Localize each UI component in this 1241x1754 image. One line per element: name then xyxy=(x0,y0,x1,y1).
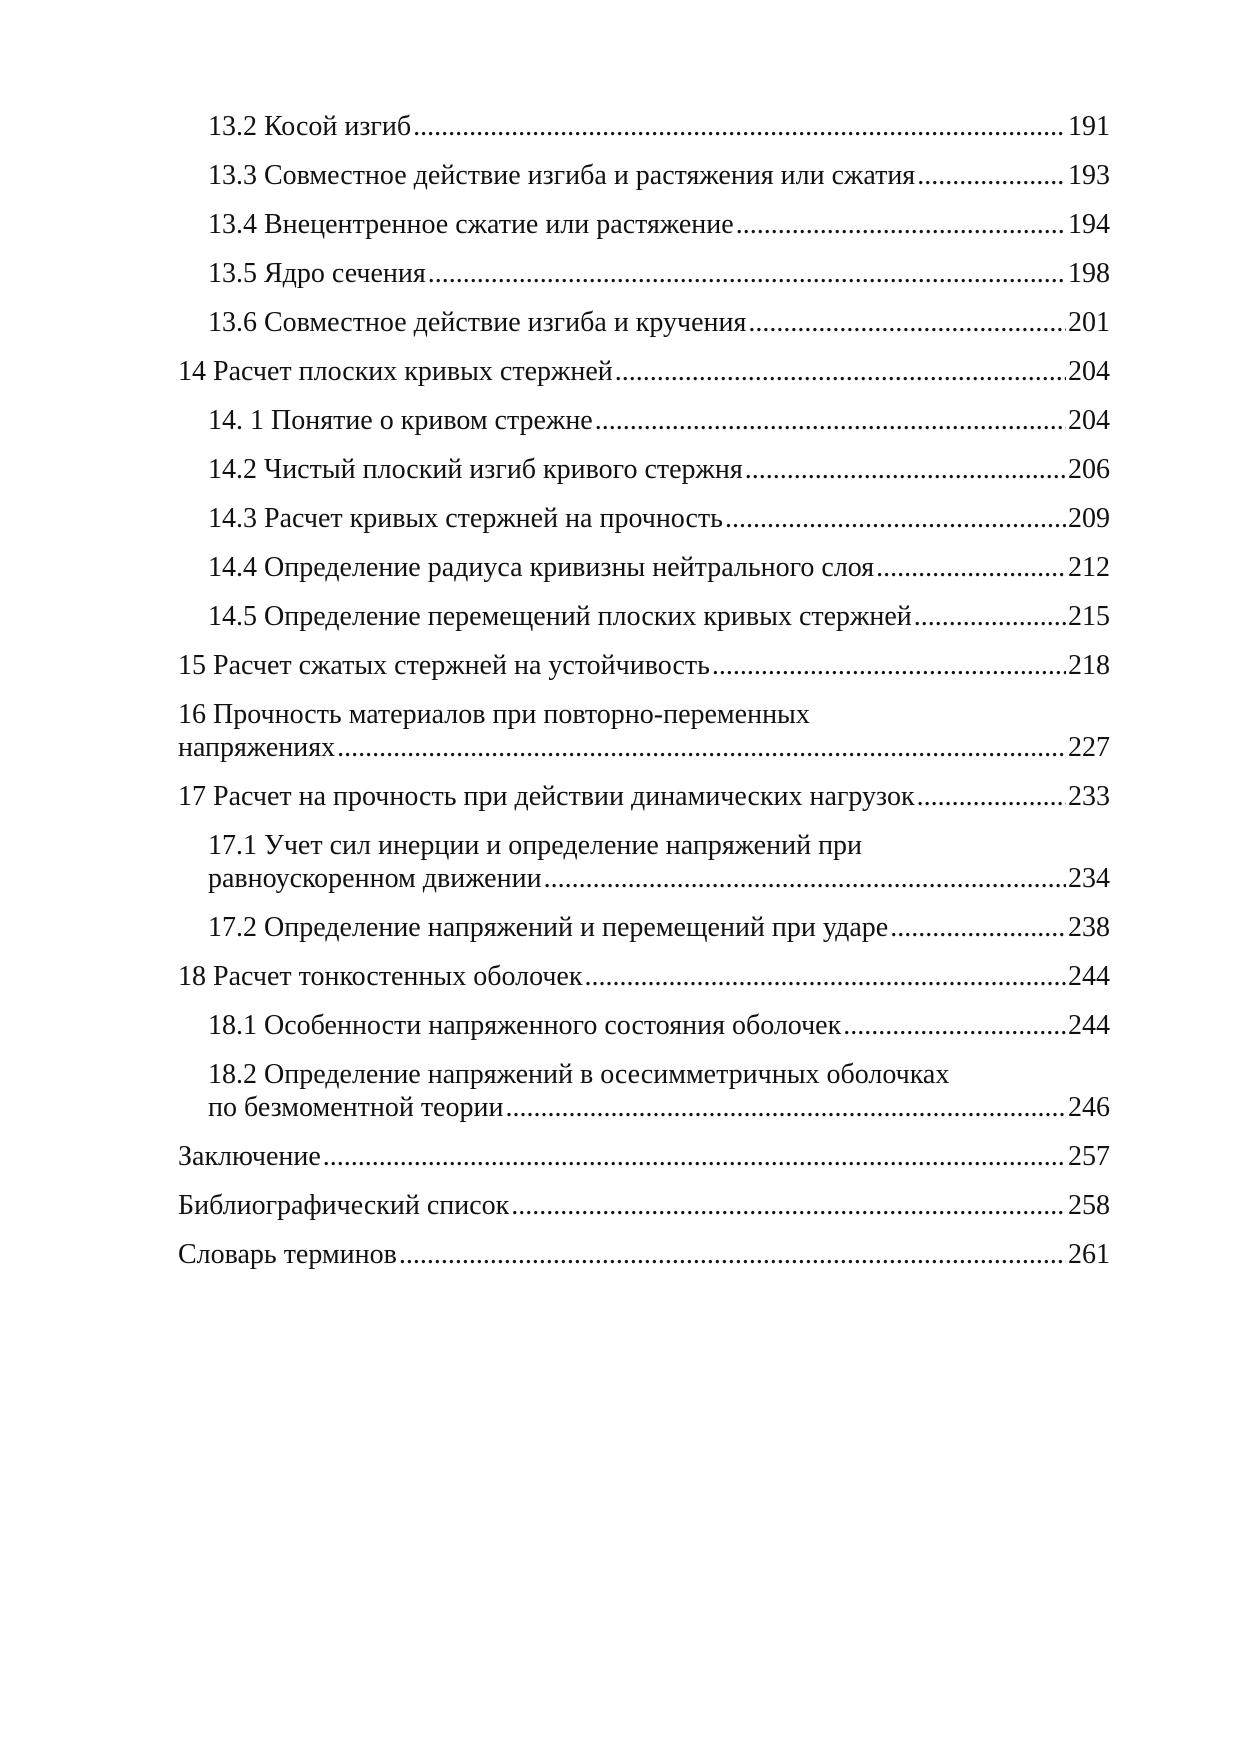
toc-entry-page: 238 xyxy=(1068,912,1110,943)
dot-leader xyxy=(615,355,1066,388)
dot-leader xyxy=(745,453,1066,486)
dot-leader xyxy=(876,551,1066,584)
dot-leader xyxy=(748,306,1066,339)
toc-entry-title: 14.3 Расчет кривых стержней на прочность xyxy=(208,503,723,534)
toc-entry-13-4[interactable] xyxy=(178,208,1110,241)
dot-leader xyxy=(917,159,1066,192)
toc-entry-page: 206 xyxy=(1068,454,1110,485)
toc-entry-14-5[interactable] xyxy=(178,600,1110,633)
dot-leader xyxy=(544,862,1066,895)
toc-entry-page: 212 xyxy=(1068,552,1110,583)
dot-leader xyxy=(914,600,1066,633)
toc-entry-14-1[interactable] xyxy=(178,404,1110,437)
toc-entry-title-line2: напряжениях xyxy=(178,732,336,763)
toc-entry-title: 17.2 Определение напряжений и перемещений при ударе xyxy=(208,912,889,943)
table-of-contents xyxy=(178,110,1110,1271)
toc-entry-17[interactable] xyxy=(178,780,1110,813)
toc-entry-18-1[interactable] xyxy=(178,1009,1110,1042)
dot-leader xyxy=(595,404,1066,437)
toc-entry-title: 13.3 Совместное действие изгиба и растяжения или сжатия xyxy=(208,160,916,191)
toc-entry-title: 14.4 Определение радиуса кривизны нейтрального слоя xyxy=(208,552,875,583)
toc-entry-title: 18.1 Особенности напряженного состояния оболочек xyxy=(208,1010,842,1041)
dot-leader xyxy=(428,257,1066,290)
toc-entry-title: 14. 1 Понятие о кривом стрежне xyxy=(208,405,593,436)
toc-entry-page: 201 xyxy=(1068,307,1110,338)
toc-entry-page: 244 xyxy=(1068,1010,1110,1041)
toc-entry-title: 13.2 Косой изгиб xyxy=(208,111,412,142)
toc-entry-title-line2: равноускоренном движении xyxy=(208,863,542,894)
toc-entry-page: 191 xyxy=(1068,111,1110,142)
dot-leader xyxy=(584,960,1066,993)
toc-entry-page: 215 xyxy=(1068,601,1110,632)
toc-entry-page: 194 xyxy=(1068,209,1110,240)
dot-leader xyxy=(511,1189,1066,1222)
dot-leader xyxy=(725,502,1066,535)
toc-entry-title: 17 Расчет на прочность при действии динамических нагрузок xyxy=(178,781,915,812)
toc-entry-16[interactable] xyxy=(178,698,1110,764)
dot-leader xyxy=(712,649,1066,682)
toc-entry-14-2[interactable] xyxy=(178,453,1110,486)
dot-leader xyxy=(843,1009,1066,1042)
toc-entry-title-line1: 17.1 Учет сил инерции и определение напряжений при xyxy=(208,830,863,861)
toc-entry-page: 204 xyxy=(1068,405,1110,436)
toc-entry-page: 246 xyxy=(1068,1092,1110,1123)
toc-entry-page: 209 xyxy=(1068,503,1110,534)
toc-entry-glossary[interactable] xyxy=(178,1238,1110,1271)
toc-entry-title: 13.5 Ядро сечения xyxy=(208,258,426,289)
toc-entry-17-1[interactable] xyxy=(178,829,1110,895)
toc-entry-title-line1: 18.2 Определение напряжений в осесимметричных оболочках xyxy=(208,1059,950,1090)
toc-entry-title: 14.2 Чистый плоский изгиб кривого стержня xyxy=(208,454,743,485)
toc-entry-title: 18 Расчет тонкостенных оболочек xyxy=(178,961,583,992)
dot-leader xyxy=(890,911,1066,944)
toc-entry-page: 233 xyxy=(1068,781,1110,812)
dot-leader xyxy=(337,731,1066,764)
toc-entry-13-2[interactable] xyxy=(178,110,1110,143)
toc-entry-conclusion[interactable] xyxy=(178,1140,1110,1173)
toc-entry-page: 204 xyxy=(1068,356,1110,387)
toc-entry-18-2[interactable] xyxy=(178,1058,1110,1124)
toc-entry-title: 15 Расчет сжатых стержней на устойчивость xyxy=(178,650,710,681)
toc-entry-title: Библиографический список xyxy=(178,1190,510,1221)
dot-leader xyxy=(399,1238,1066,1271)
toc-entry-page: 227 xyxy=(1068,732,1110,763)
toc-entry-title-line2: по безмоментной теории xyxy=(208,1092,504,1123)
toc-entry-14-4[interactable] xyxy=(178,551,1110,584)
toc-entry-13-5[interactable] xyxy=(178,257,1110,290)
toc-entry-page: 234 xyxy=(1068,863,1110,894)
dot-leader xyxy=(323,1140,1066,1173)
toc-entry-page: 261 xyxy=(1068,1239,1110,1270)
toc-entry-page: 257 xyxy=(1068,1141,1110,1172)
toc-entry-18[interactable] xyxy=(178,960,1110,993)
toc-entry-title: 13.6 Совместное действие изгиба и кручения xyxy=(208,307,747,338)
toc-entry-page: 258 xyxy=(1068,1190,1110,1221)
toc-entry-page: 198 xyxy=(1068,258,1110,289)
toc-entry-13-6[interactable] xyxy=(178,306,1110,339)
toc-entry-15[interactable] xyxy=(178,649,1110,682)
dot-leader xyxy=(736,208,1066,241)
dot-leader xyxy=(413,110,1066,143)
toc-entry-14[interactable] xyxy=(178,355,1110,388)
dot-leader xyxy=(917,780,1066,813)
toc-entry-title: Заключение xyxy=(178,1141,321,1172)
toc-entry-14-3[interactable] xyxy=(178,502,1110,535)
toc-entry-page: 218 xyxy=(1068,650,1110,681)
toc-entry-13-3[interactable] xyxy=(178,159,1110,192)
toc-entry-bibliography[interactable] xyxy=(178,1189,1110,1222)
toc-entry-title-line1: 16 Прочность материалов при повторно-переменных xyxy=(178,699,810,730)
toc-entry-title: 13.4 Внецентренное сжатие или растяжение xyxy=(208,209,734,240)
dot-leader xyxy=(505,1091,1066,1124)
toc-entry-title: 14.5 Определение перемещений плоских кривых стержней xyxy=(208,601,912,632)
toc-entry-title: 14 Расчет плоских кривых стержней xyxy=(178,356,613,387)
toc-entry-page: 244 xyxy=(1068,961,1110,992)
toc-entry-17-2[interactable] xyxy=(178,911,1110,944)
toc-entry-title: Словарь терминов xyxy=(178,1239,397,1270)
toc-entry-page: 193 xyxy=(1068,160,1110,191)
